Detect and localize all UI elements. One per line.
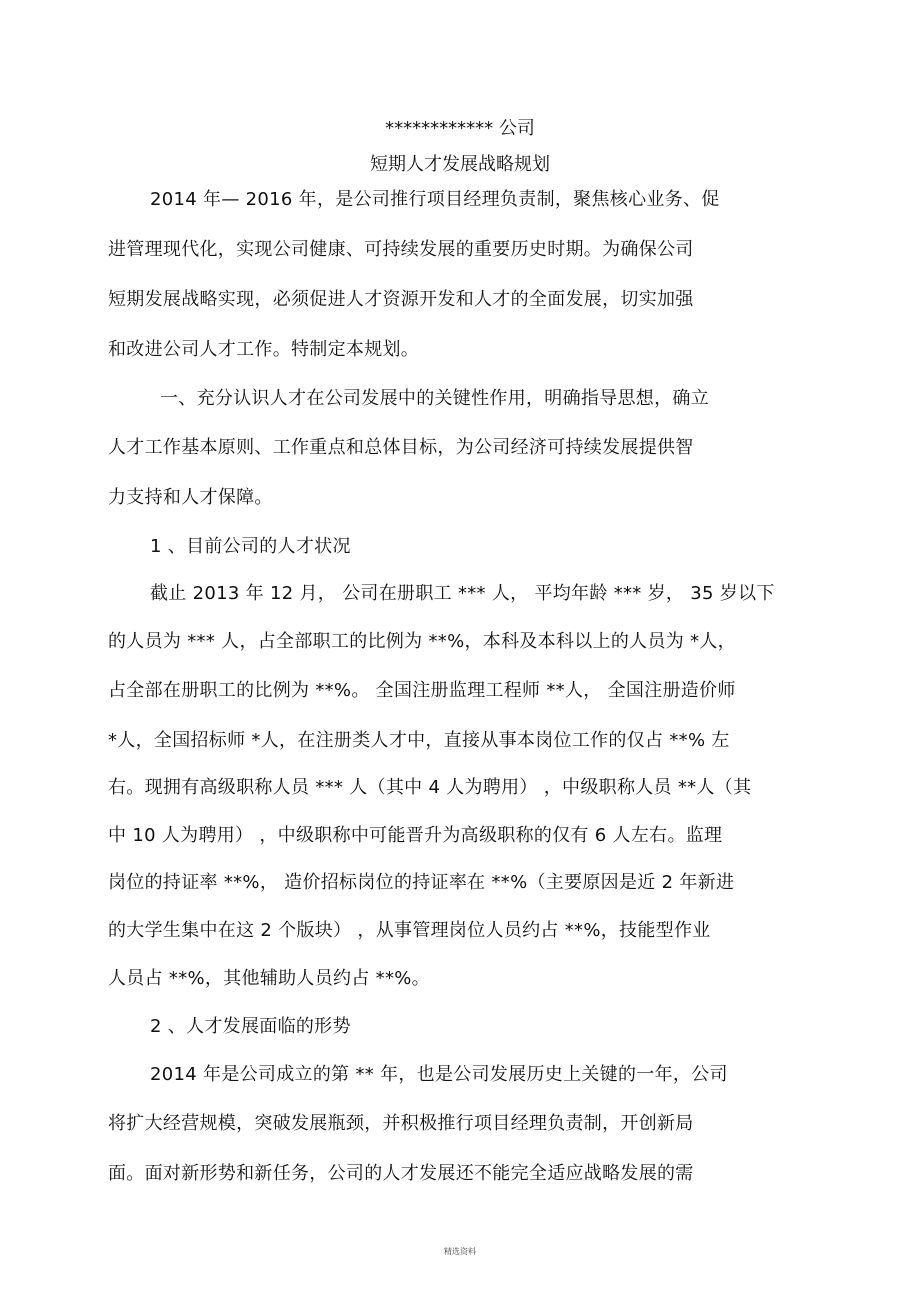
paragraph-line: 力支持和人才保障。 [108, 487, 273, 508]
paragraph-line: 右。现拥有高级职称人员 *** 人（其中 4 人为聘用） ，中级职称人员 **人（其 [108, 777, 752, 798]
paragraph-line: 2014 年是公司成立的第 ** 年，也是公司发展历史上关键的一年，公司 [150, 1064, 728, 1085]
paragraph-line: 进管理现代化，实现公司健康、可持续发展的重要历史时期。为确保公司 [108, 239, 694, 260]
paragraph-line: 人员占 **%，其他辅助人员约占 **%。 [108, 968, 430, 989]
paragraph-line: 岗位的持证率 **%， 造价招标岗位的持证率在 **%（主要原因是近 2 年新进 [108, 872, 735, 893]
paragraph-line: 中 10 人为聘用） ，中级职称中可能晋升为高级职称的仅有 6 人左右。监理 [108, 825, 723, 846]
document-title: 短期人才发展战略规划 [370, 154, 550, 175]
paragraph-line: 将扩大经营规模，突破发展瓶颈，并积极推行项目经理负责制，开创新局 [108, 1113, 694, 1134]
paragraph-line: 占全部在册职工的比例为 **%。 全国注册监理工程师 **人， 全国注册造价师 [108, 680, 736, 701]
section-heading-line: 一、充分认识人才在公司发展中的关键性作用，明确指导思想，确立 [160, 388, 709, 409]
paragraph-line: 2014 年— 2016 年，是公司推行项目经理负责制，聚焦核心业务、促 [150, 189, 720, 210]
paragraph-line: 人才工作基本原则、工作重点和总体目标，为公司经济可持续发展提供智 [108, 437, 694, 458]
subsection-heading: 1 、目前公司的人才状况 [150, 536, 351, 557]
paragraph-line: 的人员为 *** 人，占全部职工的比例为 **%，本科及本科以上的人员为 *人， [108, 631, 736, 652]
subsection-heading: 2 、人才发展面临的形势 [150, 1016, 351, 1037]
paragraph-line: 的大学生集中在这 2 个版块） ，从事管理岗位人员约占 **%，技能型作业 [108, 920, 711, 941]
paragraph-line: 截止 2013 年 12 月， 公司在册职工 *** 人， 平均年龄 *** 岁， 35 岁以下 [150, 583, 775, 604]
company-name: ************ 公司 [385, 118, 535, 139]
paragraph-line: 和改进公司人才工作。特制定本规划。 [108, 339, 420, 360]
paragraph-line: 面。面对新形势和新任务，公司的人才发展还不能完全适应战略发展的需 [108, 1163, 694, 1184]
paragraph-line: *人，全国招标师 *人，在注册类人才中，直接从事本岗位工作的仅占 **% 左 [108, 730, 730, 751]
page-footer: 精选资料 [444, 1247, 476, 1256]
paragraph-line: 短期发展战略实现，必须促进人才资源开发和人才的全面发展，切实加强 [108, 289, 694, 310]
